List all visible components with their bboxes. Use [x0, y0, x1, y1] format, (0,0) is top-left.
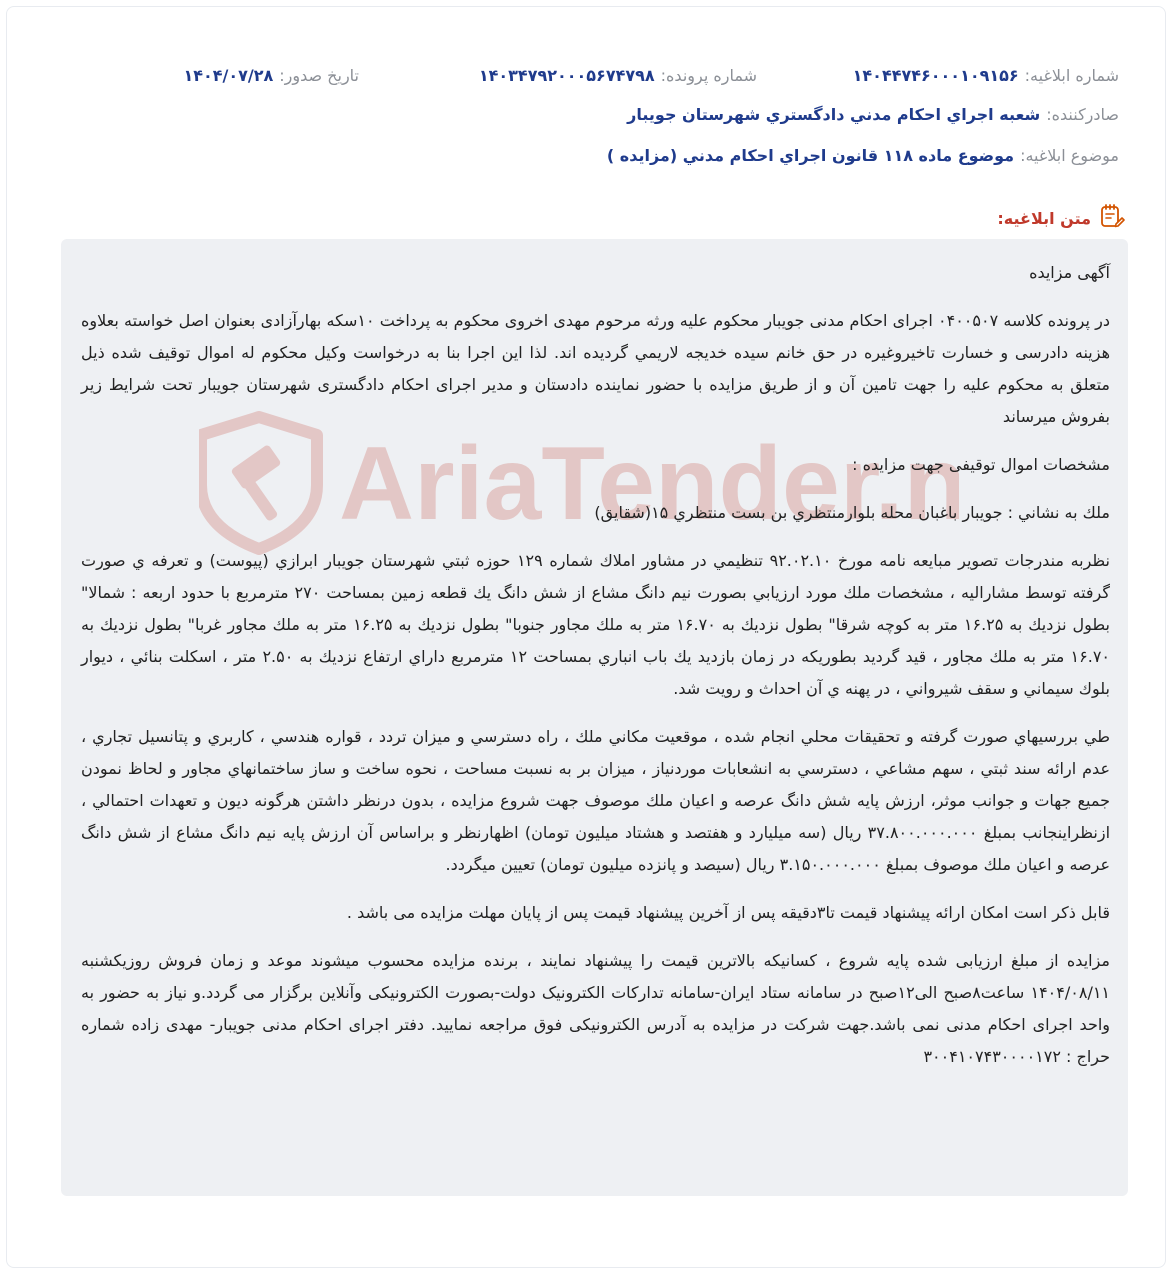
watermark-text: AriaTender.n: [339, 426, 959, 542]
notice-number-label: شماره ابلاغیه:: [1024, 65, 1119, 85]
notice-paragraph: مشخصات اموال توقیفی جهت مزایده :: [852, 455, 1110, 474]
meta-row-numbers: [7, 61, 1119, 89]
notice-number: [853, 61, 1119, 89]
notice-heading: آگهی مزایده: [1029, 263, 1110, 282]
notice-text-heading: [997, 203, 1125, 233]
notice-paragraph: ملك به نشاني : جويبار باغبان محله بلوارمنتظري بن بست منتظري ۱۵(شقايق): [594, 503, 1110, 522]
case-number: [479, 61, 757, 89]
meta-row-subject: [7, 141, 1119, 169]
notice-paragraph: در پرونده کلاسه ۰۴۰۰۵۰۷ اجرای احکام مدنی جویبار محکوم علیه ورثه مرحوم مهدی اخروی محکوم به پرداخت ۱۰سکه بهارآزادی بعنوان اصل خواسته بعلاوه هزینه دادرسی و خسارت تاخیروغیره در حق خانم سیده خدیجه لاریمي گردیده اند. لذا این اجرا بنا به درخواست وکیل محکوم له اموال توقیف شده ذیل متعلق به محکوم علیه را جهت تامین آن و از طریق مزایده با حضور نماینده دادستان و مدیر اجرای احکام دادگستری شهرستان جویبار تحت شرایط زیر بفروش میرساند: [81, 311, 1111, 426]
document-edit-icon: [1099, 203, 1125, 233]
subject-value: موضوع ماده ۱۱۸ قانون اجراي احكام مدني (مزايده ): [606, 145, 1015, 165]
case-number-label: شماره پرونده:: [660, 65, 757, 85]
notice-number-value: ۱۴۰۴۴۷۴۶۰۰۰۱۰۹۱۵۶: [852, 65, 1019, 85]
notice-text-title: متن ابلاغیه:: [997, 208, 1091, 228]
notice-card: [6, 6, 1166, 1268]
issue-date: [183, 61, 359, 89]
notice-paragraph: نظربه مندرجات تصوير مبايعه نامه مورخ ۹۲.۰۲.۱۰ تنظيمي در مشاور املاك شماره ۱۲۹ حوزه ثبتي شهرستان جويبار ابرازي (پيوست) و تعرفه ي صورت گرفته توسط مشاراليه ، مشخصات ملك مورد ارزيابي بصورت نيم دانگ مشاع از شش دانگ يك قطعه زمين بمساحت ۲۷۰ مترمربع با حدود اربعه : شمالا" بطول نزديك به ۱۶.۲۵ متر به كوچه شرقا" بطول نزديك به ۱۶.۷۰ متر به ملك مجاور جنوبا" بطول نزديك به ۱۶.۲۵ متر به ملك مجاور غربا" بطول نزديك به ۱۶.۷۰ متر به ملك مجاور ، قيد گرديد بطوريكه در زمان بازديد يك باب انباري بمساحت ۱۲ مترمربع داراي ارتفاع نزديك به ۲.۵۰ متر ، اسكلت بنائي ، ديوار بلوك سيماني و سقف شيرواني ، در پهنه ي آن احداث و رويت شد.: [81, 551, 1111, 698]
issuer-value: شعبه اجراي احكام مدني دادگستري شهرستان جويبار: [627, 104, 1041, 124]
notice-paragraph: قابل ذکر است امکان ارائه پیشنهاد قیمت تا۳دقیقه پس از آخرین پیشنهاد قیمت پس از پایان مهلت مزایده می باشد .: [346, 903, 1110, 922]
issue-date-label: تاریخ صدور:: [279, 65, 359, 85]
notice-paragraph: طي بررسيهاي صورت گرفته و تحقيقات محلي انجام شده ، موقعيت مكاني ملك ، راه دسترسي و ميزان تردد ، قواره هندسي ، كاربري و پتانسيل تجاري ، عدم ارائه سند ثبتي ، سهم مشاعي ، دسترسي به انشعابات موردنياز ، ميزان بر به نسبت مساحت ، نحوه ساخت و ساز ساختمانهاي مجاور و لحاظ نمودن جميع جهات و جوانب موثر، ارزش پايه شش دانگ عرصه و اعيان ملك موصوف جهت شروع مزايده ، بدون درنظر داشتن هرگونه ديون و تعهدات احتمالي ، ازنظراينجانب بمبلغ ۳۷.۸۰۰.۰۰۰.۰۰۰ ريال (سه ميليارد و هفتصد و هشتاد ميليون تومان) اظهارنظر و براساس آن ارزش پايه نيم دانگ مشاع از شش دانگ عرصه و اعيان ملك موصوف بمبلغ ۳.۱۵۰.۰۰۰.۰۰۰ ريال (سيصد و پانزده ميليون تومان) تعيين ميگردد.: [81, 727, 1111, 874]
notice-paragraph: مزایده از مبلغ ارزیابی شده پایه شروع ، کسانیکه بالاترین قیمت را پیشنهاد نمایند ، برنده مزایده محسوب میشوند موعد و زمان فروش روزیکشنبه ۱۴۰۴/۰۸/۱۱ ساعت۸صبح الی۱۲صبح در سامانه ستاد ایران-سامانه تدارکات الکترونیک دولت-بصورت الکترونیکی وآنلاین برگزار می گردد.و نیاز به حضور به واحد اجرای احکام مدنی نمی باشد.جهت شرکت در مزایده به آدرس الکترونیکی فوق مراجعه نمایید. دفتر اجرای احکام مدنی جویبار- مهدی زاده شماره حراج : ۳۰۰۴۱۰۷۴۳۰۰۰۰۱۷۲: [81, 951, 1111, 1066]
subject-label: موضوع ابلاغیه:: [1020, 145, 1119, 165]
notice-body: [61, 239, 1128, 1196]
notice-content: [61, 239, 1128, 1073]
meta-row-issuer: [7, 100, 1119, 128]
issue-date-value: ۱۴۰۴/۰۷/۲۸: [183, 65, 274, 85]
issuer-label: صادرکننده:: [1046, 104, 1119, 124]
case-number-value: ۱۴۰۳۴۷۹۲۰۰۰۵۶۷۴۷۹۸: [478, 65, 655, 85]
